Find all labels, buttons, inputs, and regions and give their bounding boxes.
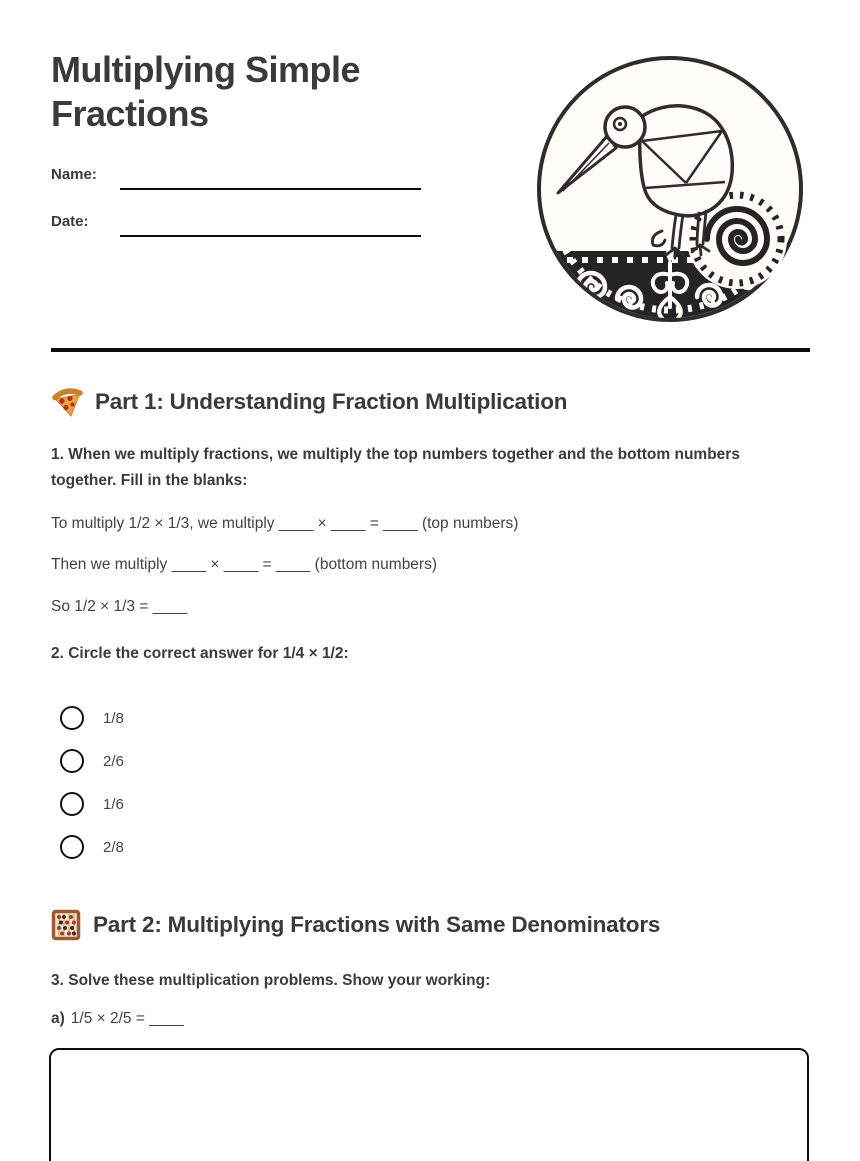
radio-circle-icon[interactable] xyxy=(60,749,84,773)
question3a-expression: 1/5 × 2/5 = ____ xyxy=(70,1010,184,1027)
radio-option-label: 1/6 xyxy=(103,795,124,813)
page-title: Multiplying Simple Fractions xyxy=(51,49,361,134)
part1-heading-text: Part 1: Understanding Fraction Multiplication xyxy=(95,389,568,414)
part2-heading xyxy=(51,909,660,941)
question3a-label: a) xyxy=(51,1010,65,1027)
fill-blank-line-top-numbers: To multiply 1/2 × 1/3, we multiply ____ × ____ = ____ (top numbers) xyxy=(51,515,519,532)
radio-circle-icon[interactable] xyxy=(60,792,84,816)
pizza-icon xyxy=(51,386,83,418)
radio-option-label: 2/8 xyxy=(103,838,124,856)
fill-blank-line-result: So 1/2 × 1/3 = ____ xyxy=(51,598,188,615)
date-label: Date: xyxy=(51,213,89,230)
radio-option-label: 2/6 xyxy=(103,752,124,770)
abacus-icon xyxy=(51,909,81,941)
radio-option-1-6[interactable] xyxy=(60,792,124,816)
question3a-line xyxy=(51,1010,184,1028)
radio-circle-icon[interactable] xyxy=(60,835,84,859)
section-divider xyxy=(51,348,810,352)
radio-circle-icon[interactable] xyxy=(60,706,84,730)
kiwi-emblem-icon xyxy=(529,45,812,338)
date-input-line[interactable] xyxy=(120,235,421,237)
name-label: Name: xyxy=(51,166,97,183)
radio-option-2-8[interactable] xyxy=(60,835,124,859)
name-input-line[interactable] xyxy=(120,188,421,190)
working-area-box[interactable] xyxy=(49,1048,809,1161)
part1-heading xyxy=(51,386,567,418)
question3-prompt: 3. Solve these multiplication problems. Show your working: xyxy=(51,972,491,989)
radio-option-2-6[interactable] xyxy=(60,749,124,773)
radio-option-1-8[interactable] xyxy=(60,706,124,730)
question2-prompt: 2. Circle the correct answer for 1/4 × 1/2: xyxy=(51,645,349,662)
fill-blank-line-bottom-numbers: Then we multiply ____ × ____ = ____ (bottom numbers) xyxy=(51,556,438,573)
question1-prompt: 1. When we multiply fractions, we multiply the top numbers together and the bottom numbers together. Fill in the blanks: xyxy=(51,446,740,489)
kiwi-emblem-illustration xyxy=(529,45,812,338)
part2-heading-text: Part 2: Multiplying Fractions with Same Denominators xyxy=(93,912,661,937)
radio-option-label: 1/8 xyxy=(103,709,124,727)
